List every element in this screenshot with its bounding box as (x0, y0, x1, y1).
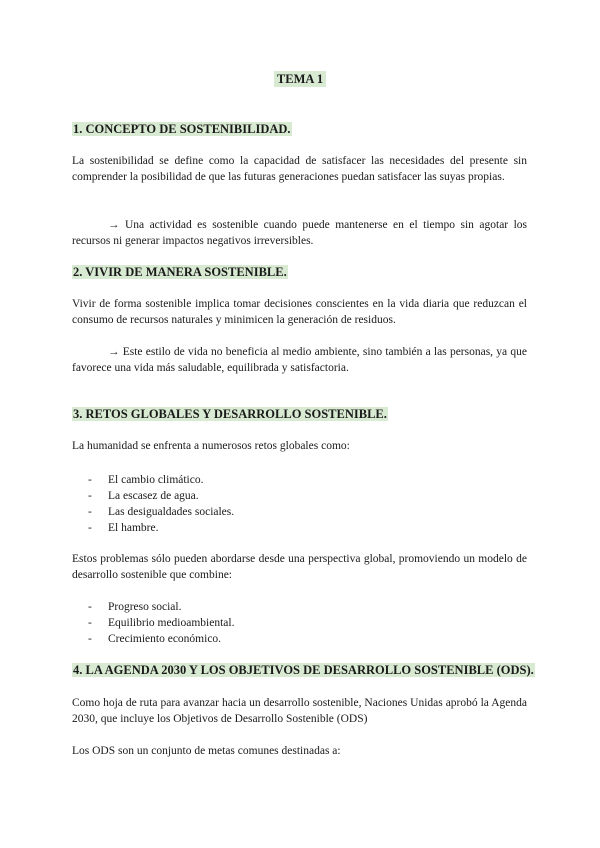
list-item: - Equilibrio medioambiental. (88, 617, 235, 629)
section-1-paragraph-2: → Una actividad es sostenible cuando puede mantenerse en el tiempo sin agotar los recursos ni generar impactos negativos irreversibles. (72, 219, 527, 247)
sustainable-model-list (72, 599, 234, 647)
section-4-heading: 4. LA AGENDA 2030 Y LOS OBJETIVOS DE DESARROLLO SOSTENIBLE (ODS). (73, 663, 534, 677)
section-4-paragraph-2: Los ODS son un conjunto de metas comunes destinadas a: (72, 745, 341, 757)
global-challenges-list (72, 472, 234, 536)
section-2-paragraph-2: → Este estilo de vida no beneficia al medio ambiente, sino también a las personas, ya que favorece una vida más saludable, equilibrada y satisfactoria. (72, 346, 527, 374)
section-3-paragraph-2: Estos problemas sólo pueden abordarse desde una perspectiva global, promoviendo un modelo de desarrollo sostenible que combine: (72, 553, 527, 581)
list-item: - La escasez de agua. (88, 490, 199, 502)
document-title: TEMA 1 (0, 70, 600, 88)
list-item: - Las desigualdades sociales. (88, 506, 235, 518)
section-3-heading: 3. RETOS GLOBALES Y DESARROLLO SOSTENIBLE. (73, 407, 387, 421)
section-3-paragraph-1: La humanidad se enfrenta a numerosos retos globales como: (72, 440, 350, 452)
section-2-heading: 2. VIVIR DE MANERA SOSTENIBLE. (73, 265, 287, 279)
section-1-paragraph-1: La sostenibilidad se define como la capacidad de satisfacer las necesidades del presente sin comprender la posibilidad de que las futuras generaciones puedan satisfacer las suyas propias. (72, 155, 527, 183)
list-item: - Crecimiento económico. (88, 633, 222, 645)
list-item: - El hambre. (88, 522, 159, 534)
list-item: - Progreso social. (88, 601, 182, 613)
section-2-paragraph-1: Vivir de forma sostenible implica tomar decisiones conscientes en la vida diaria que reduzcan el consumo de recursos naturales y minimicen la generación de residuos. (72, 298, 527, 326)
list-item: - El cambio climático. (88, 474, 204, 486)
section-4-paragraph-1: Como hoja de ruta para avanzar hacia un desarrollo sostenible, Naciones Unidas aprobó la Agenda 2030, que incluye los Objetivos de Desarrollo Sostenible (ODS) (72, 697, 527, 725)
section-1-heading: 1. CONCEPTO DE SOSTENIBILIDAD. (73, 122, 291, 136)
